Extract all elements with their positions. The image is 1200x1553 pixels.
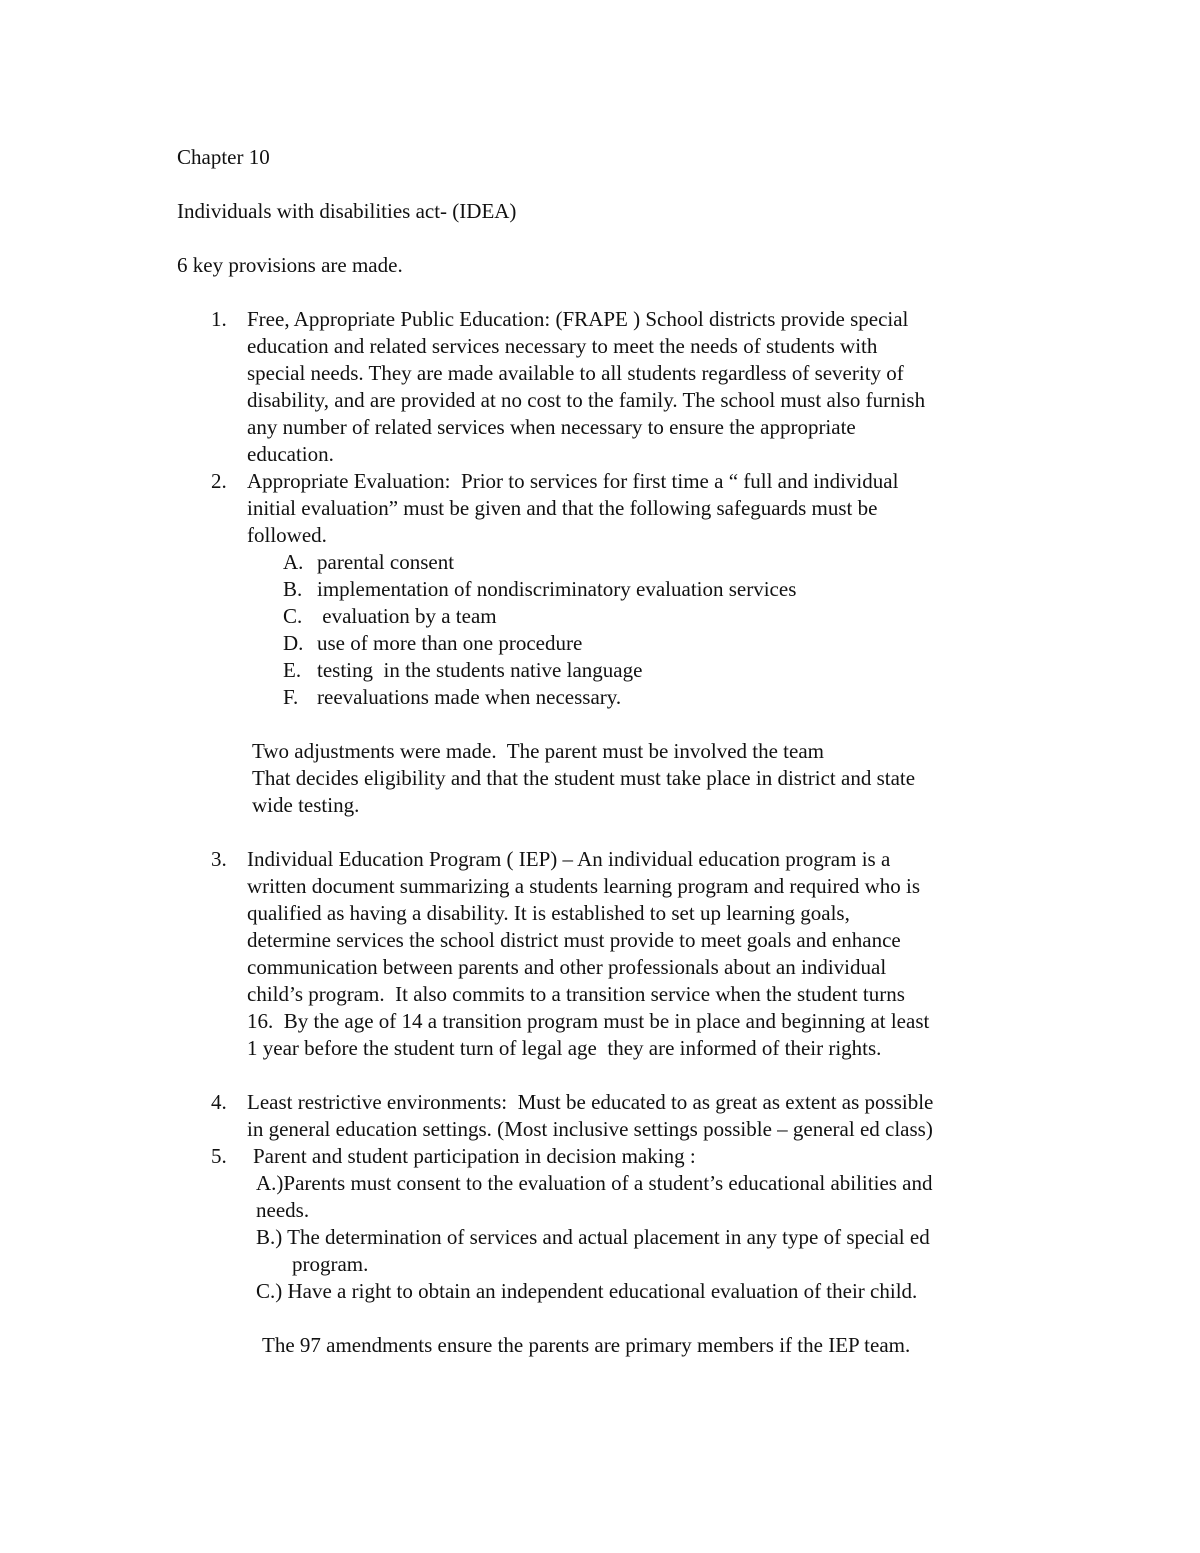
list-number: 1. — [211, 307, 227, 331]
sub-list-letter: B. — [283, 577, 303, 601]
list-item-line: Appropriate Evaluation: Prior to services for first time a “ full and individual — [247, 469, 899, 493]
note-line: wide testing. — [252, 793, 360, 817]
note-line: That decides eligibility and that the student must take place in district and state — [252, 766, 916, 790]
list-item-line: Least restrictive environments: Must be educated to as great as extent as possible — [247, 1090, 934, 1114]
list-item-line: initial evaluation” must be given and that the following safeguards must be — [247, 496, 878, 520]
list-item-line: communication between parents and other professionals about an individual — [247, 955, 887, 979]
list-number: 2. — [211, 469, 227, 493]
sub-list-item: testing in the students native language — [317, 658, 643, 682]
sub-list-item: C.) Have a right to obtain an independent educational evaluation of their child. — [256, 1279, 918, 1303]
list-item-line: Individual Education Program ( IEP) – An individual education program is a — [247, 847, 891, 871]
note-line: Two adjustments were made. The parent must be involved the team — [252, 739, 824, 763]
list-item-line: Free, Appropriate Public Education: (FRAPE ) School districts provide special — [247, 307, 909, 331]
sub-list-item: reevaluations made when necessary. — [317, 685, 622, 709]
list-item-line: any number of related services when necessary to ensure the appropriate — [247, 415, 856, 439]
list-number: 3. — [211, 847, 227, 871]
list-item-line: 16. By the age of 14 a transition program must be in place and beginning at least — [247, 1009, 930, 1033]
sub-list-item: parental consent — [317, 550, 455, 574]
sub-list-item: A.)Parents must consent to the evaluation of a student’s educational abilities and — [256, 1171, 933, 1195]
list-item-line: 1 year before the student turn of legal age they are informed of their rights. — [247, 1036, 882, 1060]
list-item-line: education. — [247, 442, 334, 466]
document-subtitle: Individuals with disabilities act- (IDEA) — [177, 199, 517, 223]
sub-list-item: B.) The determination of services and actual placement in any type of special ed — [256, 1225, 930, 1249]
sub-list-letter: D. — [283, 631, 304, 655]
list-item-line: qualified as having a disability. It is established to set up learning goals, — [247, 901, 850, 925]
intro-text: 6 key provisions are made. — [177, 253, 403, 277]
sub-list-item: use of more than one procedure — [317, 631, 583, 655]
sub-list-letter: A. — [283, 550, 304, 574]
list-item-line: determine services the school district must provide to meet goals and enhance — [247, 928, 901, 952]
sub-list-letter: F. — [283, 685, 299, 709]
list-item-line: special needs. They are made available to all students regardless of severity of — [247, 361, 904, 385]
sub-list-item: evaluation by a team — [317, 604, 497, 628]
list-item-line: disability, and are provided at no cost to the family. The school must also furnish — [247, 388, 926, 412]
list-item-line: written document summarizing a students learning program and required who is — [247, 874, 920, 898]
sub-list-letter: E. — [283, 658, 302, 682]
sub-list-letter: C. — [283, 604, 303, 628]
list-number: 5. — [211, 1144, 227, 1168]
list-item-line: followed. — [247, 523, 327, 547]
list-item-line: child’s program. It also commits to a transition service when the student turns — [247, 982, 905, 1006]
list-item-line: Parent and student participation in decision making : — [253, 1144, 696, 1168]
list-item-line: in general education settings. (Most inclusive settings possible – general ed class) — [247, 1117, 933, 1141]
list-item-line: education and related services necessary to meet the needs of students with — [247, 334, 878, 358]
page-title: Chapter 10 — [177, 145, 270, 169]
list-number: 4. — [211, 1090, 227, 1114]
sub-list-item: implementation of nondiscriminatory evaluation services — [317, 577, 797, 601]
closing-note: The 97 amendments ensure the parents are primary members if the IEP team. — [262, 1333, 911, 1357]
sub-list-item: program. — [292, 1252, 369, 1276]
sub-list-item: needs. — [256, 1198, 310, 1222]
